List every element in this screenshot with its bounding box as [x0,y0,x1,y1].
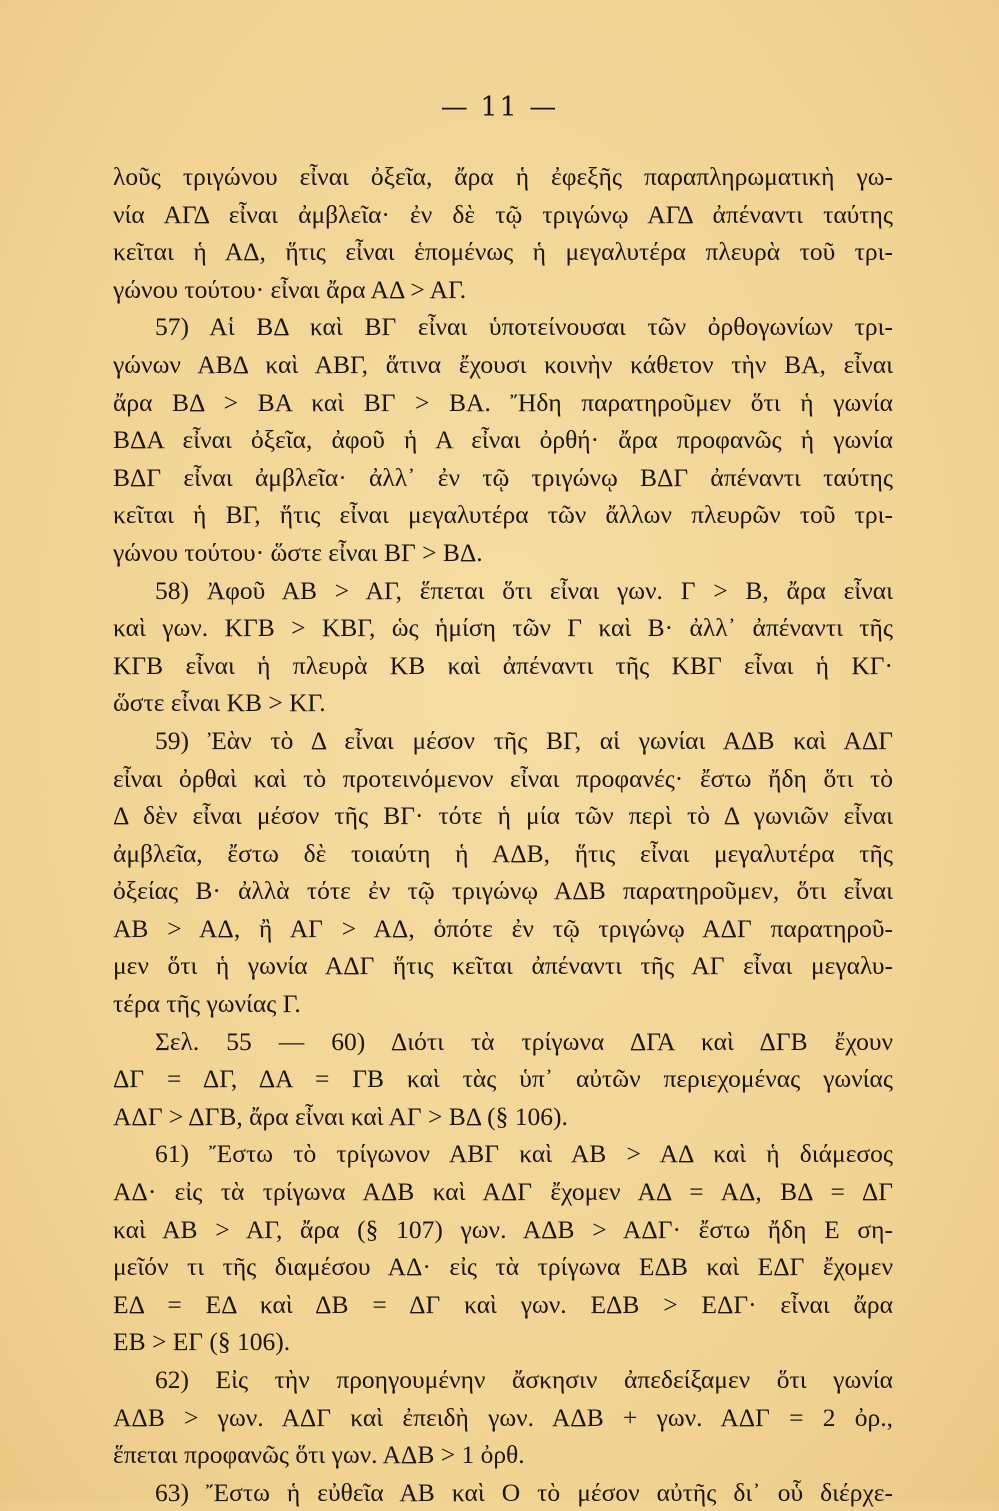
body-text [113,158,893,1511]
text-line: 59) Ἐὰν τὸ Δ εἶναι μέσον τῆς ΒΓ, αἱ γωνίαι ΑΔΒ καὶ ΑΔΓ [155,725,893,755]
text-line: μεν ὅτι ἡ γωνία ΑΔΓ ἥτις κεῖται ἀπέναντι τῆς ΑΓ εἶναι μεγαλυ- [113,951,893,981]
text-line: κεῖται ἡ ΒΓ, ἥτις εἶναι μεγαλυτέρα τῶν ἄλλων πλευρῶν τοῦ τρι- [113,500,893,530]
text-line: γώνων ΑΒΔ καὶ ΑΒΓ, ἅτινα ἔχουσι κοινὴν κάθετον τὴν ΒΑ, εἶναι [113,349,893,379]
text-line: ἀμβλεῖα, ἔστω δὲ τοιαύτη ἡ ΑΔΒ, ἥτις εἶναι μεγαλυτέρα τῆς [113,838,893,868]
text-line: ΑΔΒ > γων. ΑΔΓ καὶ ἐπειδὴ γων. ΑΔΒ + γων. ΑΔΓ = 2 ὀρ., [113,1402,893,1432]
text-line: ΕΔ = ΕΔ καὶ ΔΒ = ΔΓ καὶ γων. ΕΔΒ > ΕΔΓ· εἶναι ἄρα [113,1289,893,1319]
text-line: ΒΔΑ εἶναι ὀξεῖα, ἀφοῦ ἡ Α εἶναι ὀρθή· ἄρα προφανῶς ἡ γωνία [113,425,893,455]
text-line: 61) Ἔστω τὸ τρίγωνον ΑΒΓ καὶ ΑΒ > ΑΔ καὶ ἡ διάμεσος [155,1139,893,1169]
text-line: Δ δὲν εἶναι μέσον τῆς ΒΓ· τότε ἡ μία τῶν περὶ τὸ Δ γωνιῶν εἶναι [113,801,893,831]
text-line: 62) Εἰς τὴν προηγουμένην ἄσκησιν ἀπεδείξαμεν ὅτι γωνία [155,1365,893,1394]
text-line: καὶ ΑΒ > ΑΓ, ἄρα (§ 107) γων. ΑΔΒ > ΑΔΓ· ἔστω ἤδη Ε ση- [113,1214,893,1244]
text-line: ΒΔΓ εἶναι ἀμβλεῖα· ἀλλ᾽ ἐν τῷ τριγώνῳ ΒΔΓ ἀπέναντι ταύτης [113,462,893,492]
text-line: 57) Αἱ ΒΔ καὶ ΒΓ εἶναι ὑποτείνουσαι τῶν ὀρθογωνίων τρι- [155,312,893,342]
text-line: γώνου τούτου· εἶναι ἄρα ΑΔ > ΑΓ. [113,274,467,304]
text-line: γώνου τούτου· ὥστε εἶναι ΒΓ > ΒΔ. [113,537,483,567]
text-line: Σελ. 55 — 60) Διότι τὰ τρίγωνα ΔΓΑ καὶ ΔΓΒ ἔχουν [155,1026,893,1056]
text-line: κεῖται ἡ ΑΔ, ἥτις εἶναι ἑπομένως ἡ μεγαλυτέρα πλευρὰ τοῦ τρι- [113,237,893,267]
text-line: ὀξείας Β· ἀλλὰ τότε ἐν τῷ τριγώνῳ ΑΔΒ παρατηροῦμεν, ὅτι εἶναι [113,876,893,906]
text-line: νία ΑΓΔ εἶναι ἀμβλεῖα· ἐν δὲ τῷ τριγώνῳ ΑΓΔ ἀπέναντι ταύτης [113,199,893,229]
text-line: καὶ γων. ΚΓΒ > ΚΒΓ, ὡς ἡμίση τῶν Γ καὶ Β· ἀλλ᾽ ἀπέναντι τῆς [113,613,893,643]
text-line: 63) Ἔστω ἡ εὐθεῖα ΑΒ καὶ Ο τὸ μέσον αὐτῆς δι᾽ οὗ διέρχε- [155,1477,893,1507]
text-line: τέρα τῆς γωνίας Γ. [113,989,301,1019]
text-line: ΔΓ = ΔΓ, ΔΑ = ΓΒ καὶ τὰς ὑπ᾽ αὐτῶν περιεχομένας γωνίας [113,1064,893,1094]
text-line: λοῦς τριγώνου εἶναι ὀξεῖα, ἄρα ἡ ἐφεξῆς παραπληρωματικὴ γω- [113,162,893,191]
text-line: ΚΓΒ εἶναι ἡ πλευρὰ ΚΒ καὶ ἀπέναντι τῆς ΚΒΓ εἶναι ἡ ΚΓ· [113,650,893,680]
text-line: 58) Ἀφοῦ ΑΒ > ΑΓ, ἕπεται ὅτι εἶναι γων. Γ > Β, ἄρα εἶναι [155,575,893,605]
text-line: μεῖόν τι τῆς διαμέσου ΑΔ· εἰς τὰ τρίγωνα ΕΔΒ καὶ ΕΔΓ ἔχομεν [113,1252,893,1282]
text-line: ΑΒ > ΑΔ, ἢ ΑΓ > ΑΔ, ὁπότε ἐν τῷ τριγώνῳ ΑΔΓ παρατηροῦ- [113,913,893,943]
text-line: ὥστε εἶναι ΚΒ > ΚΓ. [113,688,326,718]
text-line: ἕπεται προφανῶς ὅτι γων. ΑΔΒ > 1 ὀρθ. [113,1440,525,1470]
text-line: ἄρα ΒΔ > ΒΑ καὶ ΒΓ > ΒΑ. Ἤδη παρατηροῦμεν ὅτι ἡ γωνία [113,387,893,417]
text-line: ΑΔΓ > ΔΓΒ, ἄρα εἶναι καὶ ΑΓ > ΒΔ (§ 106). [113,1101,568,1131]
text-line: εἶναι ὀρθαὶ καὶ τὸ προτεινόμενον εἶναι προφανές· ἔστω ἤδη ὅτι τὸ [113,763,893,793]
text-line: ΑΔ· εἰς τὰ τρίγωνα ΑΔΒ καὶ ΑΔΓ ἔχομεν ΑΔ = ΑΔ, ΒΔ = ΔΓ [113,1177,893,1207]
text-line: ΕΒ > ΕΓ (§ 106). [113,1327,291,1357]
page-number: — 11 — [440,92,559,123]
